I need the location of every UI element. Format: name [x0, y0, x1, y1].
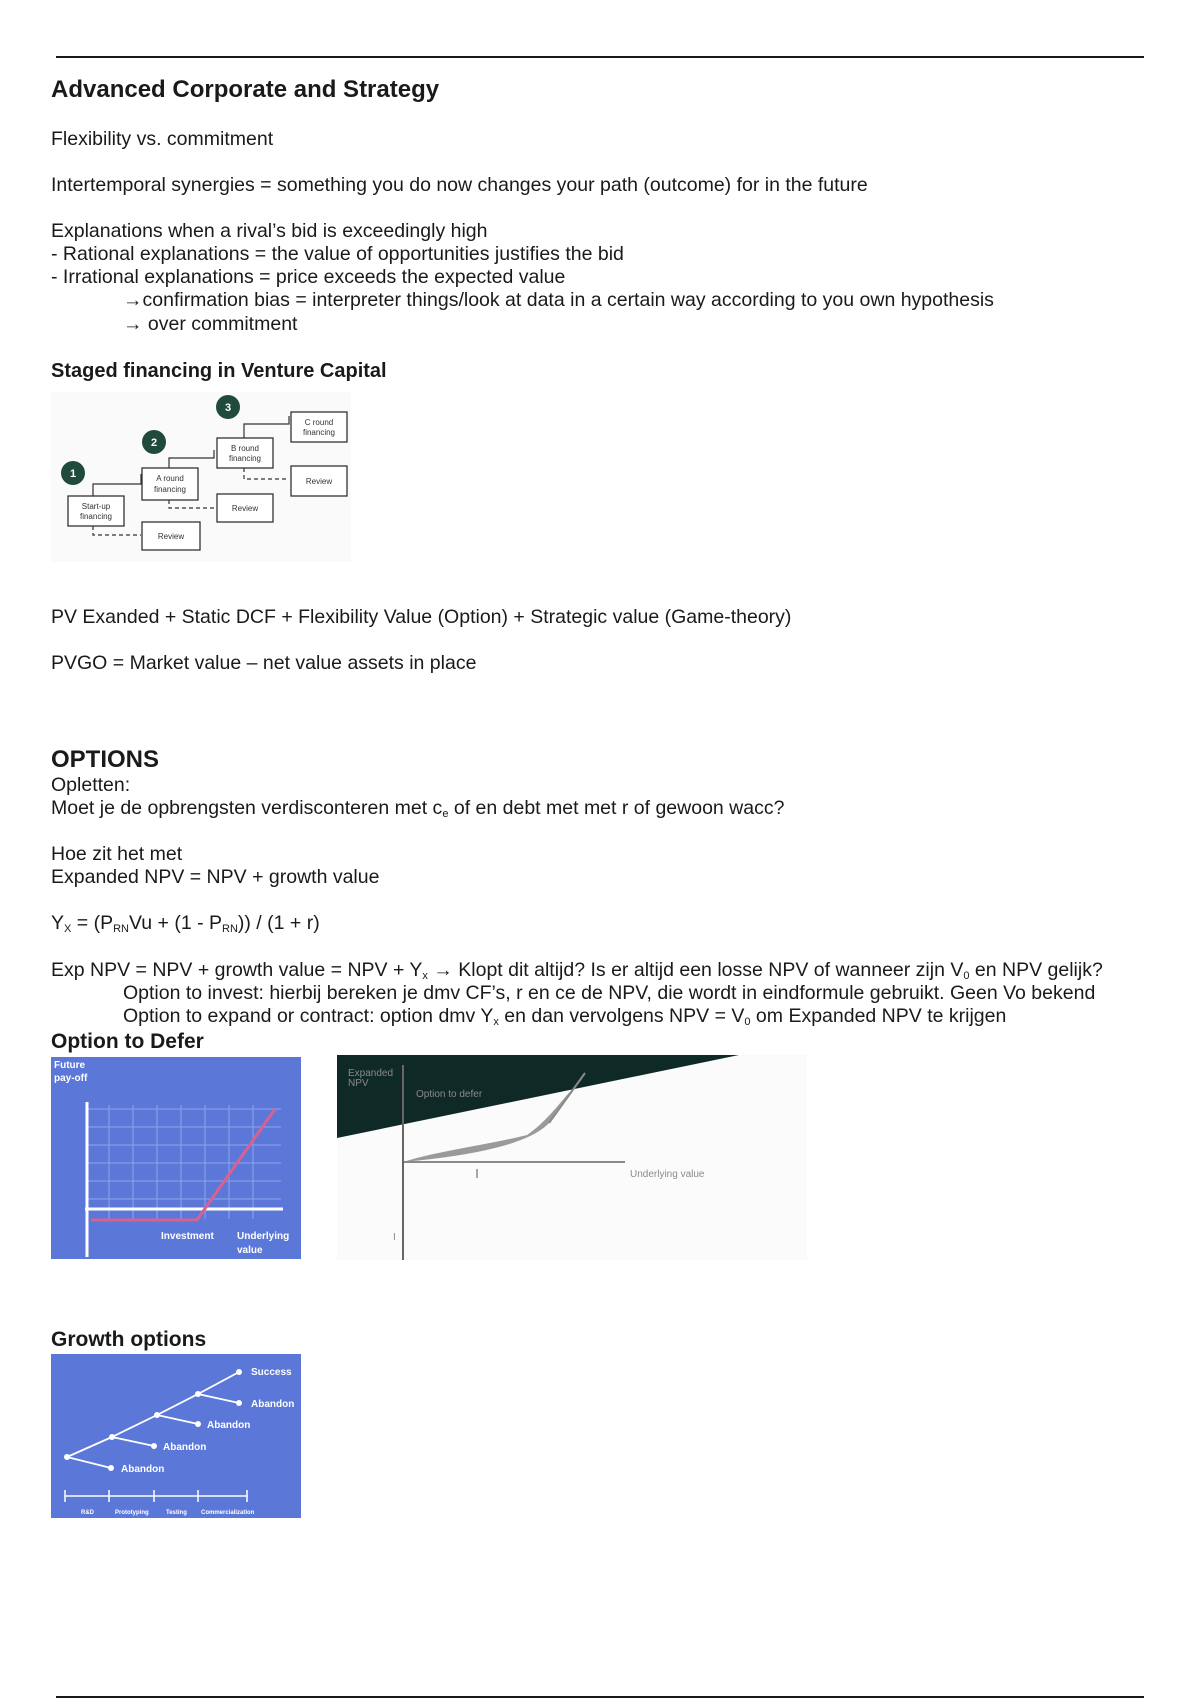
axis-tick-label: I: [393, 1232, 396, 1243]
node-success: [236, 1369, 242, 1375]
growth-options-heading: Growth options: [51, 1328, 207, 1351]
a-round-label-2: financing: [153, 485, 187, 494]
b-round-label-2: financing: [228, 454, 262, 463]
intertemporal-line: Intertemporal synergies = something you do now changes your path (outcome) for in the future: [51, 174, 868, 196]
hoe-zit-line: Hoe zit het met: [51, 843, 183, 865]
defer-payoff-chart: [51, 1057, 301, 1259]
node-abandon-3: [195, 1421, 201, 1427]
node-test: [195, 1391, 201, 1397]
startup-box: [68, 496, 124, 526]
abandon-label-3: Abandon: [207, 1420, 251, 1431]
a-round-label-1: A round: [156, 474, 184, 483]
a-round-box: [142, 468, 198, 500]
node-proto: [154, 1412, 160, 1418]
expanded-npv-chart: [337, 1055, 807, 1260]
c-round-label-1: C round: [304, 418, 334, 427]
b-round-box: [217, 438, 273, 468]
growth-options-tree: [51, 1354, 301, 1518]
yx-formula: $Y_X = (P_{RN}Vu + (1 - P_{RN})) / (1 + r)$: [51, 912, 320, 935]
startup-label-2: financing: [79, 512, 113, 521]
stage-commercialization: Commercialization: [201, 1510, 255, 1516]
flex-commit-line: Flexibility vs. commitment: [51, 128, 274, 150]
stage-rd: R&D: [81, 1510, 94, 1516]
step-1-number: 1: [69, 468, 77, 480]
opletten-label: Opletten:: [51, 774, 131, 796]
pv-expanded-line: PV Exanded + Static DCF + Flexibility Value (Option) + Strategic value (Game-theory): [51, 606, 792, 628]
step-3-number: 3: [224, 402, 232, 414]
abandon-label-1: Abandon: [121, 1464, 165, 1475]
option-to-defer-heading: Option to Defer: [51, 1030, 204, 1053]
abandon-label-4: Abandon: [251, 1399, 295, 1410]
expanded-label-1: Expanded: [348, 1068, 394, 1079]
expanded-label-2: NPV: [348, 1078, 369, 1089]
exp-npv-line: Exp NPV = NPV + growth value = NPV + $Y_x$ → Klopt dit altijd? Is er altijd een losse NPV of wanneer zijn $V_0$ en NPV gelijk?: [51, 959, 1103, 982]
option-to-invest-line: Option to invest: hierbij bereken je dmv CF’s, r en ce de NPV, die wordt in eindformule gebruikt. Geen Vo bekend: [123, 982, 1096, 1004]
underlying-axis-label: Underlying value: [630, 1169, 705, 1180]
options-heading: OPTIONS: [51, 746, 160, 773]
payoff-label-2: pay-off: [54, 1073, 88, 1084]
overcommitment-line: → over commitment: [123, 313, 298, 335]
irrational-line: - Irrational explanations = price exceeds the expected value: [51, 266, 566, 288]
node-root: [64, 1454, 70, 1460]
c-round-box: [291, 412, 347, 442]
startup-label-1: Start-up: [81, 502, 111, 511]
confirmation-bias-line: →confirmation bias = interpreter things/look at data in a certain way according to you own hypothesis: [123, 289, 994, 311]
node-abandon-4: [236, 1400, 242, 1406]
step-2-number: 2: [150, 437, 158, 449]
rational-line: - Rational explanations = the value of opportunities justifies the bid: [51, 243, 624, 265]
node-abandon-1: [108, 1465, 114, 1471]
expanded-npv-line: Expanded NPV = NPV + growth value: [51, 866, 380, 888]
review-label-3: Review: [305, 477, 333, 486]
node-abandon-2: [151, 1443, 157, 1449]
payoff-label-1: Future: [54, 1060, 86, 1071]
page-title: Advanced Corporate and Strategy: [51, 76, 440, 103]
option-to-expand-line: Option to expand or contract: option dmv $Y_x$ en dan vervolgens NPV = $V_0$ om Expanded NPV te krijgen: [123, 1005, 1007, 1028]
investment-label: Investment: [161, 1231, 214, 1242]
b-round-label-1: B round: [230, 444, 260, 453]
success-label: Success: [251, 1367, 292, 1378]
bottom-rule: [56, 1696, 1144, 1698]
review-label-1: Review: [157, 532, 185, 541]
top-rule: [56, 56, 1144, 58]
c-round-label-2: financing: [302, 428, 336, 437]
discount-question: Moet je de opbrengsten verdisconteren met $c_e$ of en debt met met r of gewoon wacc?: [51, 797, 785, 820]
node-rd: [109, 1434, 115, 1440]
review-label-2: Review: [231, 504, 259, 513]
stage-prototyping: Prototyping: [115, 1510, 149, 1516]
option-to-defer-label: Option to defer: [416, 1089, 483, 1100]
underlying-label-1: Underlying: [237, 1231, 290, 1242]
underlying-label-2: value: [237, 1245, 263, 1256]
pvgo-line: PVGO = Market value – net value assets in place: [51, 652, 477, 674]
explanations-heading: Explanations when a rival’s bid is exceedingly high: [51, 220, 488, 242]
stage-testing: Testing: [166, 1510, 187, 1516]
staged-financing-heading: Staged financing in Venture Capital: [51, 360, 387, 382]
abandon-label-2: Abandon: [163, 1442, 207, 1453]
staged-financing-diagram: [51, 392, 351, 562]
